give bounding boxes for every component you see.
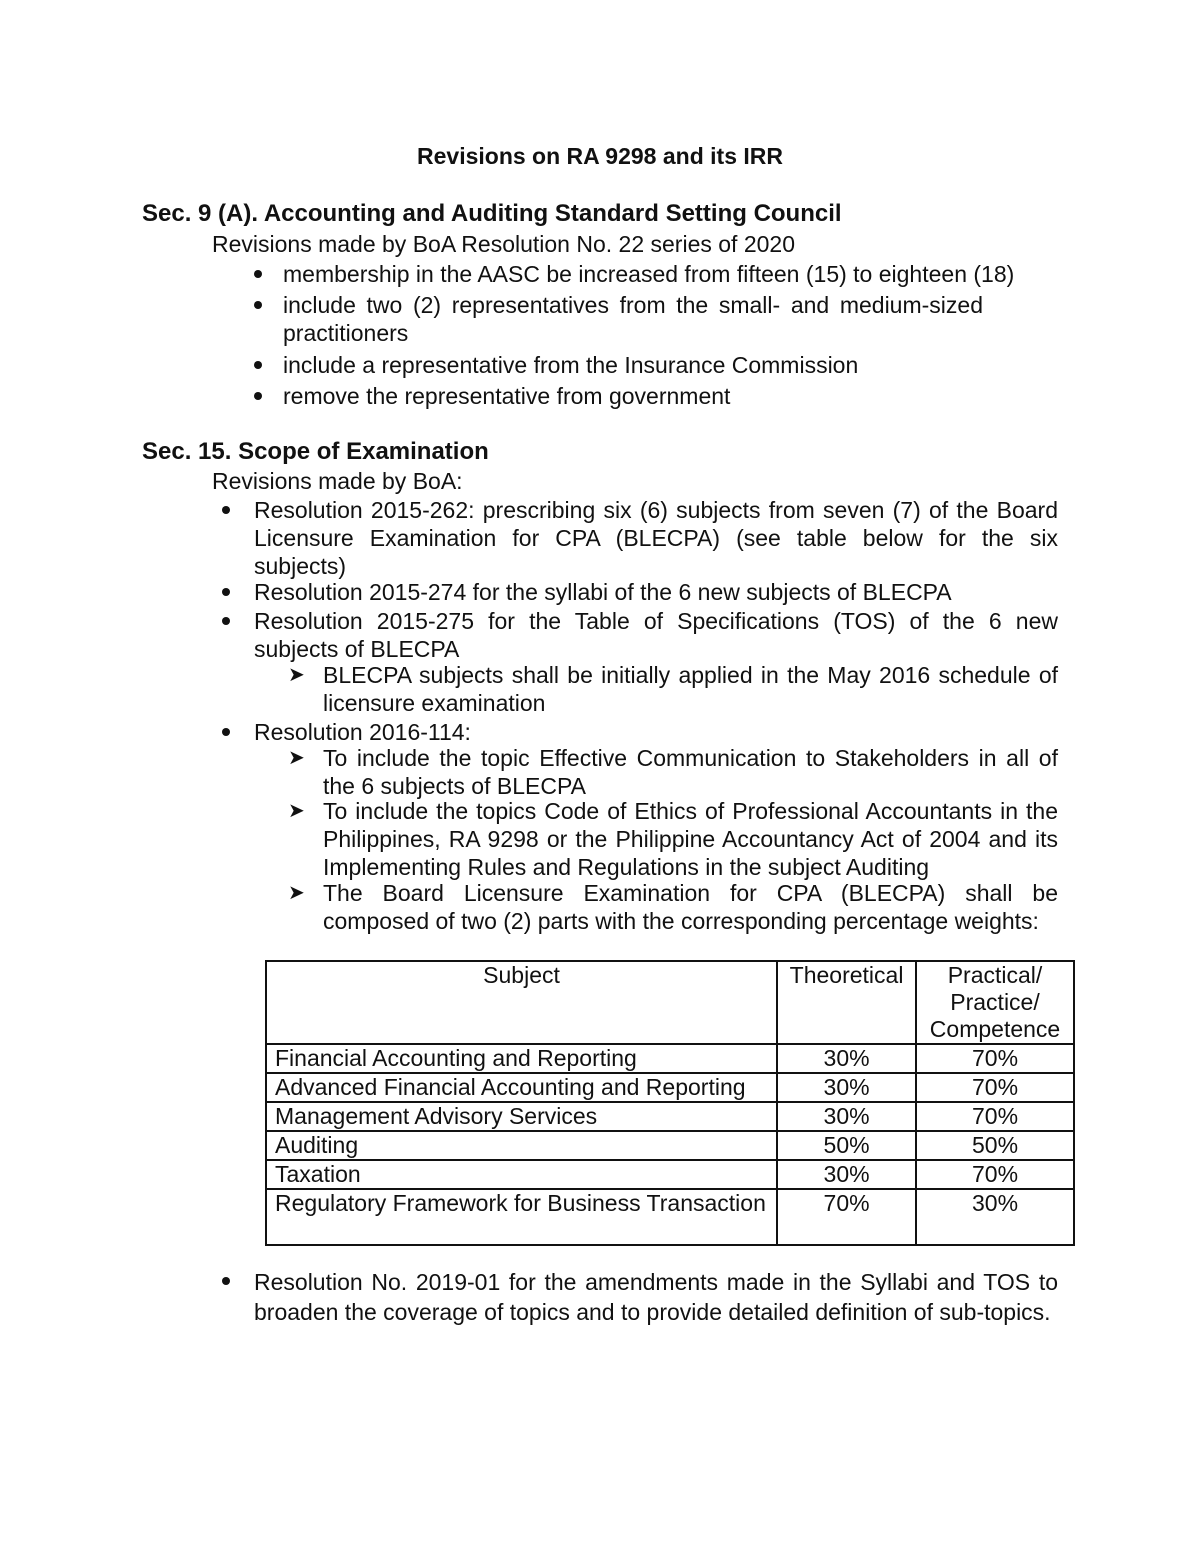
table-cell: 30%	[916, 1189, 1074, 1245]
arrow-bullet-icon: ➤	[288, 882, 305, 904]
sec15-item-4: Resolution 2016-114:	[254, 719, 471, 745]
table-header-cell: Theoretical	[777, 961, 916, 1044]
table-cell: 70%	[777, 1189, 916, 1245]
arrow-bullet-icon: ➤	[288, 747, 305, 769]
sec15-item-1: Resolution 2015-262: prescribing six (6) subjects from seven (7) of the Board Licensure Examination for CPA (BLECPA) (see table below for the six subjects)	[254, 497, 1058, 579]
table-cell: 70%	[916, 1160, 1074, 1189]
table-row	[266, 1131, 1074, 1160]
bullet-icon	[222, 588, 230, 596]
bullet-icon	[222, 1277, 230, 1285]
sec15-subitem-2016-114-1: To include the topic Effective Communication to Stakeholders in all of the 6 subjects of BLECPA	[323, 745, 1058, 799]
table-row	[266, 1073, 1074, 1102]
page-title: Revisions on RA 9298 and its IRR	[417, 143, 783, 169]
sec15-subitem-2015-275: BLECPA subjects shall be initially applied in the May 2016 schedule of licensure examination	[323, 662, 1058, 716]
bullet-icon	[254, 301, 262, 309]
table-cell: Financial Accounting and Reporting	[266, 1044, 777, 1073]
sec15-item-5: Resolution No. 2019-01 for the amendments made in the Syllabi and TOS to broaden the coverage of topics and to provide detailed definition of sub-topics.	[254, 1269, 1058, 1325]
table-header-row	[266, 961, 1074, 1044]
bullet-icon	[222, 617, 230, 625]
arrow-bullet-icon: ➤	[288, 800, 305, 822]
table-cell: 30%	[777, 1073, 916, 1102]
table-cell: 50%	[777, 1131, 916, 1160]
sec15-item-3: Resolution 2015-275 for the Table of Specifications (TOS) of the 6 new subjects of BLECPA	[254, 608, 1058, 662]
table-row	[266, 1160, 1074, 1189]
sec15-item-2: Resolution 2015-274 for the syllabi of the 6 new subjects of BLECPA	[254, 579, 952, 605]
table-cell: Taxation	[266, 1160, 777, 1189]
table-header-cell: Subject	[266, 961, 777, 1044]
table-cell: 30%	[777, 1160, 916, 1189]
bullet-icon	[254, 392, 262, 400]
table-cell: Management Advisory Services	[266, 1102, 777, 1131]
sec9-item-1: membership in the AASC be increased from fifteen (15) to eighteen (18)	[283, 261, 1015, 287]
table-row	[266, 1102, 1074, 1131]
table-cell: 30%	[777, 1102, 916, 1131]
subjects-table	[265, 960, 1075, 1246]
table-cell: 30%	[777, 1044, 916, 1073]
table-row	[266, 1189, 1074, 1245]
table-cell: 70%	[916, 1044, 1074, 1073]
sec15-subitem-2016-114-3: The Board Licensure Examination for CPA (BLECPA) shall be composed of two (2) parts with the corresponding percentage weights:	[323, 880, 1058, 934]
arrow-bullet-icon: ➤	[288, 664, 305, 686]
sec15-heading: Sec. 15. Scope of Examination	[142, 438, 489, 465]
sec15-subheading: Revisions made by BoA:	[212, 468, 463, 494]
sec9-item-2: include two (2) representatives from the small- and medium-sized practitioners	[283, 292, 983, 346]
table-cell: Regulatory Framework for Business Transaction	[266, 1189, 777, 1245]
table-row	[266, 1044, 1074, 1073]
sec9-heading: Sec. 9 (A). Accounting and Auditing Standard Setting Council	[142, 200, 842, 227]
bullet-icon	[222, 506, 230, 514]
sec9-item-3: include a representative from the Insurance Commission	[283, 352, 859, 378]
sec15-subitem-2016-114-2: To include the topics Code of Ethics of Professional Accountants in the Philippines, RA 9298 or the Philippine Accountancy Act of 2004 and its Implementing Rules and Regulations in the subject Auditing	[323, 798, 1058, 880]
table-header-cell: Practical/ Practice/ Competence	[916, 961, 1074, 1044]
bullet-icon	[254, 361, 262, 369]
bullet-icon	[222, 728, 230, 736]
table-cell: 70%	[916, 1073, 1074, 1102]
sec9-subheading: Revisions made by BoA Resolution No. 22 series of 2020	[212, 231, 795, 257]
table-cell: 70%	[916, 1102, 1074, 1131]
sec9-item-4: remove the representative from government	[283, 383, 731, 409]
table-cell: 50%	[916, 1131, 1074, 1160]
table-cell: Advanced Financial Accounting and Reporting	[266, 1073, 777, 1102]
bullet-icon	[254, 270, 262, 278]
table-cell: Auditing	[266, 1131, 777, 1160]
